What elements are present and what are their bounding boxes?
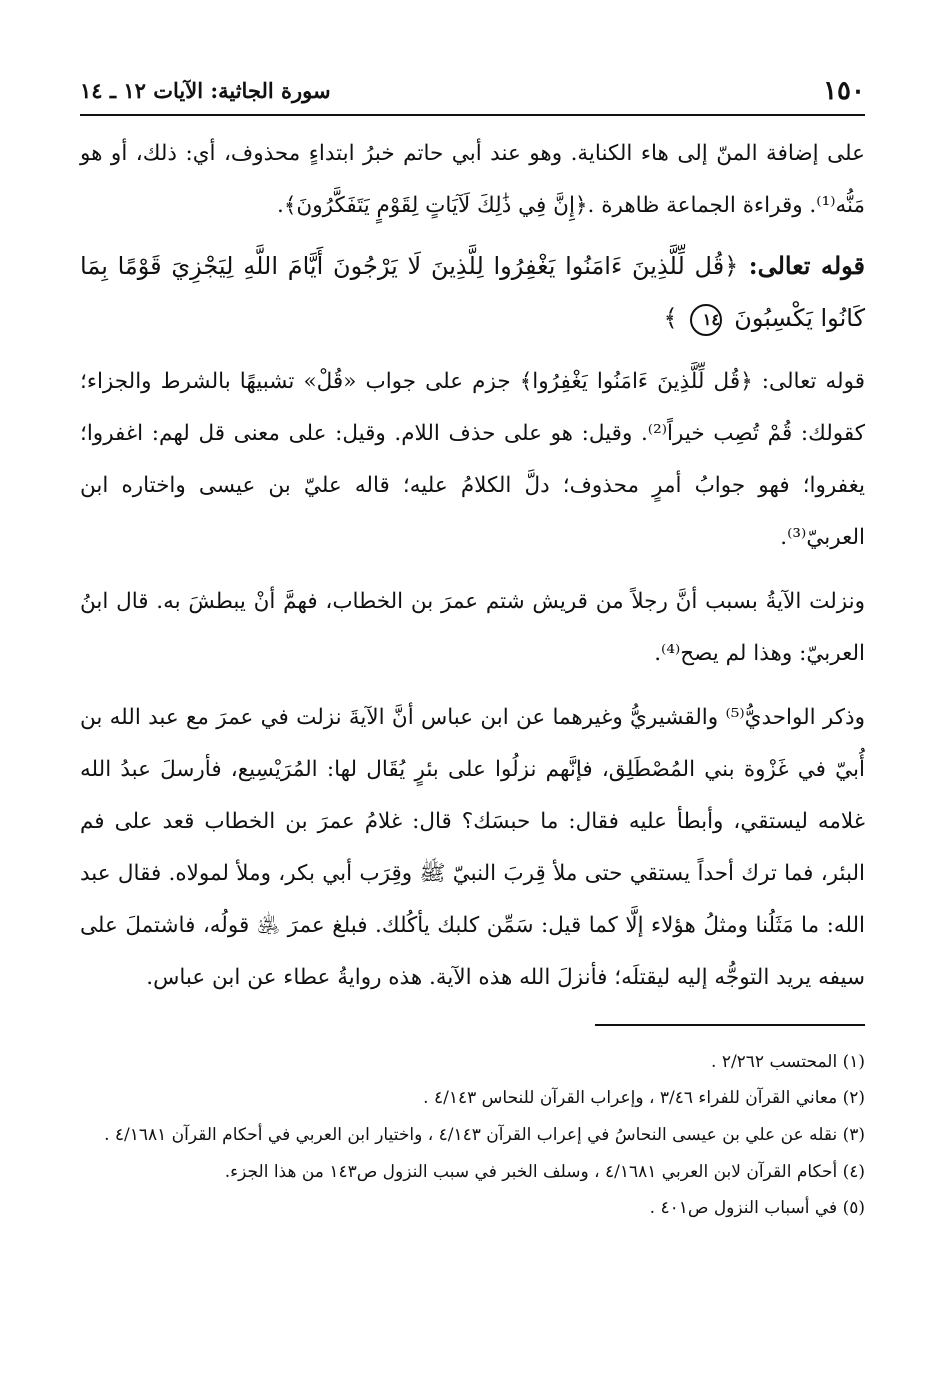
verse-number-marker: ١٤	[690, 304, 722, 336]
verse-heading	[80, 240, 865, 344]
verse-lead: قوله تعالى:	[738, 251, 865, 280]
paragraph-3: ونزلت الآيةُ بسبب أنَّ رجلاً من قريش شتم عمرَ بن الخطاب، فهمَّ أنْ يبطشَ به. قال ابنُ العربيّ: وهذا لم يصح⁽⁴⁾.	[80, 589, 865, 666]
running-header	[80, 70, 865, 116]
footnotes	[80, 1044, 865, 1226]
footnote-2: (٢) معاني القرآن للفراء ٣/٤٦ ، وإعراب القرآن للنحاس ٤/١٤٣ .	[423, 1088, 865, 1108]
verse-text: ﴿قُل لِّلَّذِينَ ءَامَنُوا يَغْفِرُوا لِلَّذِينَ لَا يَرْجُونَ أَيَّامَ اللَّهِ لِيَجْزِيَ قَوْمًا بِمَا كَانُوا يَكْسِبُونَ	[80, 252, 865, 332]
paragraph-1: على إضافة المنّ إلى هاء الكناية. وهو عند أبي حاتم خبرُ ابتداءٍ محذوف، أي: ذلك، أو هو مَنُّه⁽¹⁾. وقراءة الجماعة ظاهرة .﴿إِنَّ فِي ذَٰلِكَ لَآيَاتٍ لِقَوْمٍ يَتَفَكَّرُونَ﴾.	[80, 141, 865, 218]
footnote-1: (١) المحتسب ٢/٢٦٢ .	[711, 1052, 865, 1072]
footnote-3: (٣) نقله عن علي بن عيسى النحاسُ في إعراب القرآن ٤/١٤٣ ، واختيار ابن العربي في أحكام القرآن ٤/١٦٨١ .	[104, 1125, 865, 1145]
book-page	[80, 70, 865, 1360]
page-number: ١٥٠	[823, 76, 865, 106]
footnote-separator	[595, 1024, 865, 1026]
footnote-4: (٤) أحكام القرآن لابن العربي ٤/١٦٨١ ، وسلف الخبر في سبب النزول ص١٤٣ من هذا الجزء.	[224, 1162, 865, 1182]
verse-close: ﴾	[663, 304, 678, 332]
footnote-5: (٥) في أسباب النزول ص٤٠١ .	[649, 1198, 865, 1218]
chapter-title: سورة الجاثية: الآيات ١٢ ـ ١٤	[80, 78, 331, 103]
paragraph-2: قوله تعالى: ﴿قُل لِّلَّذِينَ ءَامَنُوا يَغْفِرُوا﴾ جزم على جواب «قُلْ» تشبيهًا بالشرط والجزاء؛ كقولك: قُمْ تُصِب خيراً⁽²⁾. وقيل: هو على حذف اللام. وقيل: على معنى قل لهم: اغفروا؛ يغفروا؛ فهو جوابُ أمرٍ محذوف؛ دلَّ الكلامُ عليه؛ قاله عليّ بن عيسى واختاره ابن العربيّ⁽³⁾.	[80, 369, 865, 550]
paragraph-4: وذكر الواحديُّ⁽⁵⁾ والقشيريُّ وغيرهما عن ابن عباس أنَّ الآيةَ نزلت في عمرَ مع عبد الله بن أُبيّ في غَزْوة بني المُصْطَلِق، فإنَّهم نزلُوا على بئرٍ يُقَال لها: المُرَيْسِيع، فأرسلَ عبدُ الله غلامه ليستقي، وأبطأ عليه فقال: ما حبسَك؟ قال: غلامُ عمرَ بن الخطاب قعد على فم البئر، فما ترك أحداً يستقي حتى ملأ قِربَ النبيّ ﷺ وقِرَب أبي بكر، وملأ لمولاه. فقال عبد الله: ما مَثَلُنا ومثلُ هؤلاء إلَّا كما قيل: سَمِّن كلبك يأكُلك. فبلغ عمرَ ﵁ قولُه، فاشتملَ على سيفه يريد التوجُّه إليه ليقتلَه؛ فأنزلَ الله هذه الآية. هذه روايةُ عطاء عن ابن عباس.	[80, 705, 865, 990]
